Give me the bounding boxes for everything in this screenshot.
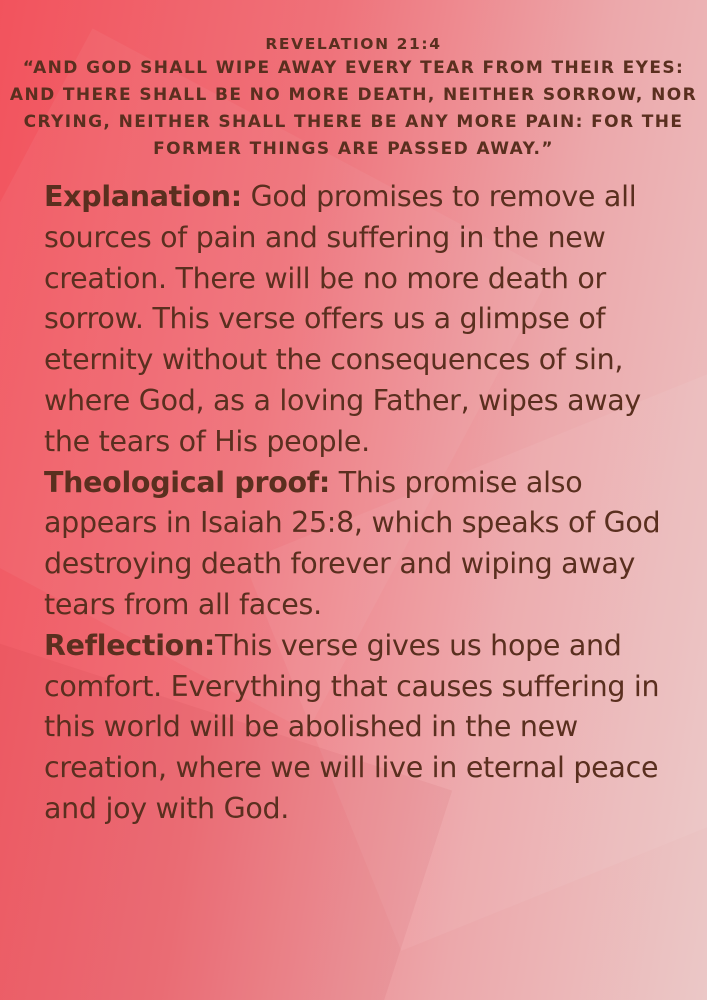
explanation-paragraph xyxy=(44,177,664,463)
theological-proof-label: Theological proof: xyxy=(44,465,330,499)
commentary xyxy=(44,177,664,830)
verse-quote: “AND GOD SHALL WIPE AWAY EVERY TEAR FROM THEIR EYES: AND THERE SHALL BE NO MORE DEATH, NEITHER SORROW, NOR CRYING, NEITHER SHALL THERE BE ANY MORE PAIN: FOR THE FORMER THINGS ARE PASSED AWAY.” xyxy=(9,58,698,159)
theological-proof-paragraph xyxy=(44,463,664,626)
explanation-label: Explanation: xyxy=(44,180,242,213)
verse-reference: REVELATION 21:4 xyxy=(265,35,442,53)
reflection-paragraph xyxy=(44,626,664,830)
theological-proof-text: This promise also appears in Isaiah 25:8, which speaks of God destroying death forever and wiping away tears from all faces. xyxy=(44,465,661,621)
reflection-label: Reflection: xyxy=(44,628,216,662)
explanation-text: God promises to remove all sources of pain and suffering in the new creation. There will be no more death or sorrow. This verse offers us a glimpse of eternity without the consequences of sin, where God, as a loving Father, wipes away the tears of His people. xyxy=(44,180,641,458)
reflection-text: This verse gives us hope and comfort. Everything that causes suffering in this world will be abolished in the new creation, where we will live in eternal peace and joy with God. xyxy=(44,628,660,825)
verse-block xyxy=(0,0,707,163)
